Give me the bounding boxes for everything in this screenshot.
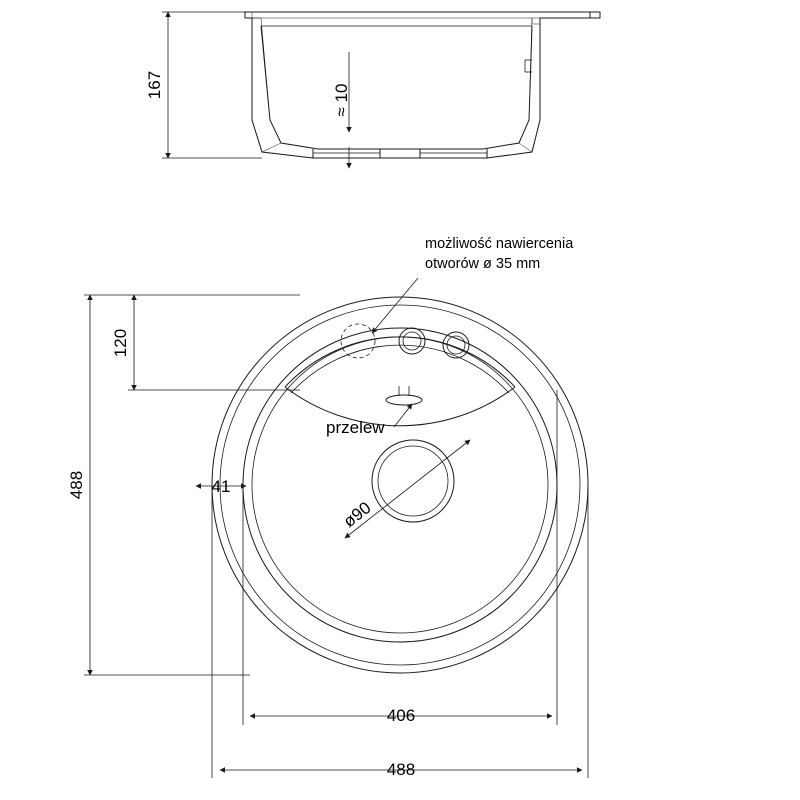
top-view: [67, 236, 588, 779]
dim-overall-height: 488: [67, 470, 86, 500]
dim-bowl-edge: 41: [211, 477, 231, 496]
note-tap-holes-line2: otworów ø 35 mm: [425, 256, 541, 272]
note-overflow: przelew: [326, 418, 385, 437]
dim-overall-width: 488: [386, 760, 416, 779]
dim-section-height: 167: [145, 70, 164, 100]
dim-top-offset: 120: [111, 328, 130, 358]
dim-thickness: ≈ 10: [332, 83, 351, 117]
dim-drain-diameter: ø90: [339, 498, 375, 532]
section-view: [145, 12, 600, 168]
note-tap-holes-line1: możliwość nawiercenia: [425, 236, 574, 252]
dim-bowl-width: 406: [386, 706, 416, 725]
